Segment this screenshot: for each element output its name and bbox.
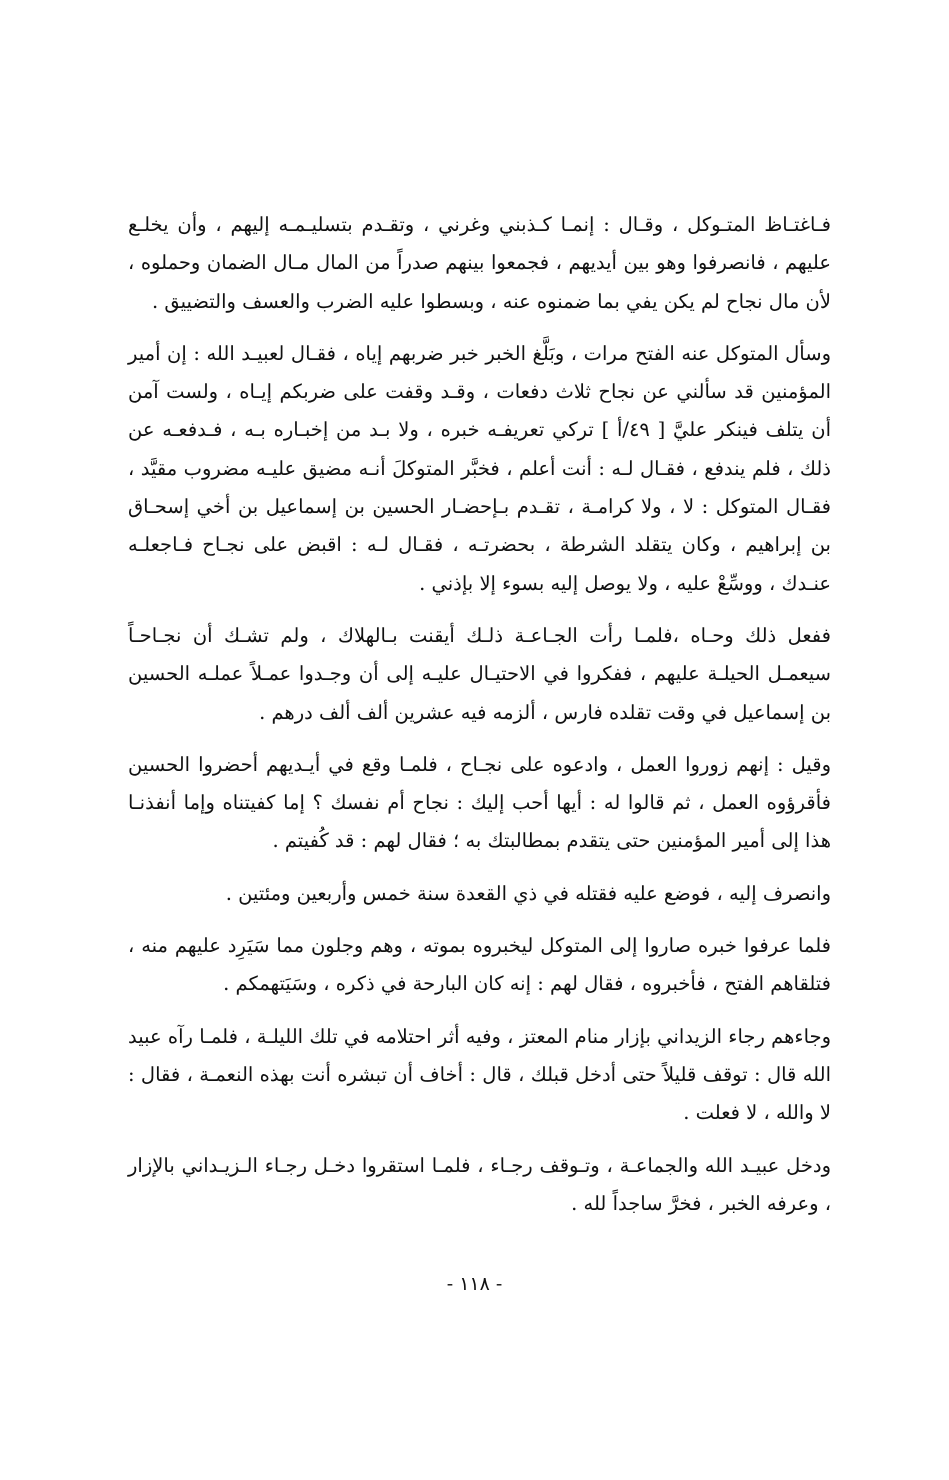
paragraph-1: فـاغتـاظ المتـوكل ، وقـال : إنمـا كـذبني وغرني ، وتقـدم بتسليـمـه إليهم ، وأن يخلـع عليهم ، فانصرفوا وهو بين أيديهم ، فجمعوا بينهم صدراً من المال مـال الضمان وحملوه ، لأن مال نجاح لم يكن يفي بما ضمنوه عنه ، وبسطوا عليه الضرب والعسف والتضييق . bbox=[128, 213, 831, 313]
paragraph-6: فلما عرفوا خبره صاروا إلى المتوكل ليخبروه بموته ، وهم وجلون مما سَيَرِد عليهم منه ، فتلقاهم الفتح ، فأخبروه ، فقال لهم : إنه كان البارحة في ذكره ، وسَيَتهمكم . bbox=[128, 934, 831, 996]
paragraph-4: وقيل : إنهم زوروا العمل ، وادعوه على نجـاح ، فلمـا وقع في أيـديهم أحضروا الحسين فأقرؤوه العمل ، ثم قالوا له : أيها أحب إليك : نجاح أم نفسك ؟ إما كفيتناه وإما أنفذنـا هذا إلى أمير المؤمنين حتى يتقدم بمطالبتك به ؛ فقال لهم : قد كُفيتم . bbox=[128, 752, 831, 853]
paragraph-5: وانصرف إليه ، فوضع عليه فقتله في ذي القعدة سنة خمس وأربعين ومئتين . bbox=[225, 881, 831, 905]
paragraph-3: ففعل ذلك وحـاه ،فلمـا رأت الجـاعـة ذلـك أيقنت بـالهلاك ، ولم تشـك أن نجـاحـاً سيعمـل الحيلـة عليهم ، ففكروا في الاحتيـال عليـه إلى أن وجـدوا عمـلاً عملـه الحسين بن إسماعيل في وقت تقلده فارس ، ألزمه فيه عشرين ألف ألف درهم . bbox=[128, 623, 831, 724]
body-text bbox=[128, 206, 831, 1237]
paragraph-8: ودخل عبيـد الله والجماعـة ، وتـوقف رجـاء ، فلمـا استقروا دخـل رجـاء الـزيـداني بالإزار ، وعرفه الخبر ، فخرَّ ساجداً لله . bbox=[128, 1153, 831, 1215]
page-number: - ١١٨ - bbox=[446, 1273, 503, 1295]
paragraph-7: وجاءهم رجاء الزيداني بإزار منام المعتز ، وفيه أثر احتلامه في تلك الليلـة ، فلمـا رآه عبيد الله قال : توقف قليلاً حتى أدخل قبلك ، قال : أخاف أن تبشره أنت بهذه النعمـة ، فقال : لا والله ، لا فعلت . bbox=[128, 1024, 831, 1125]
paragraph-2: وسأل المتوكل عنه الفتح مرات ، وبَلَّغ الخبر خبر ضربهم إياه ، فقـال لعبيـد الله : إن أمير المؤمنين قد سألني عن نجاح ثلاث دفعات ، وقـد وقفت على ضربكم إيـاه ، ولست آمن أن يتلف فينكر عليَّ [ ٤٩/أ ] تركي تعريفـه خبره ، ولا بـد من إخبـاره بـه ، فـدفعـه عن ذلك ، فلم يندفع ، فقـال لـه : أنت أعلم ، فخبَّر المتوكلَ أنـه مضيق عليـه مضروب مقيَّد ، فقـال المتوكل : لا ، ولا كرامـة ، تقـدم بـإحضـار الحسين بن إسماعيل بن أخي إسحـاق بن إبراهيم ، وكان يتقلد الشرطة ، بحضرتـه ، فقـال لـه : اقبض على نجـاح فـاجعلـه عنـدك ، ووسِّعْ عليه ، ولا يوصل إليه بسوء إلا بإذني . bbox=[128, 341, 831, 595]
